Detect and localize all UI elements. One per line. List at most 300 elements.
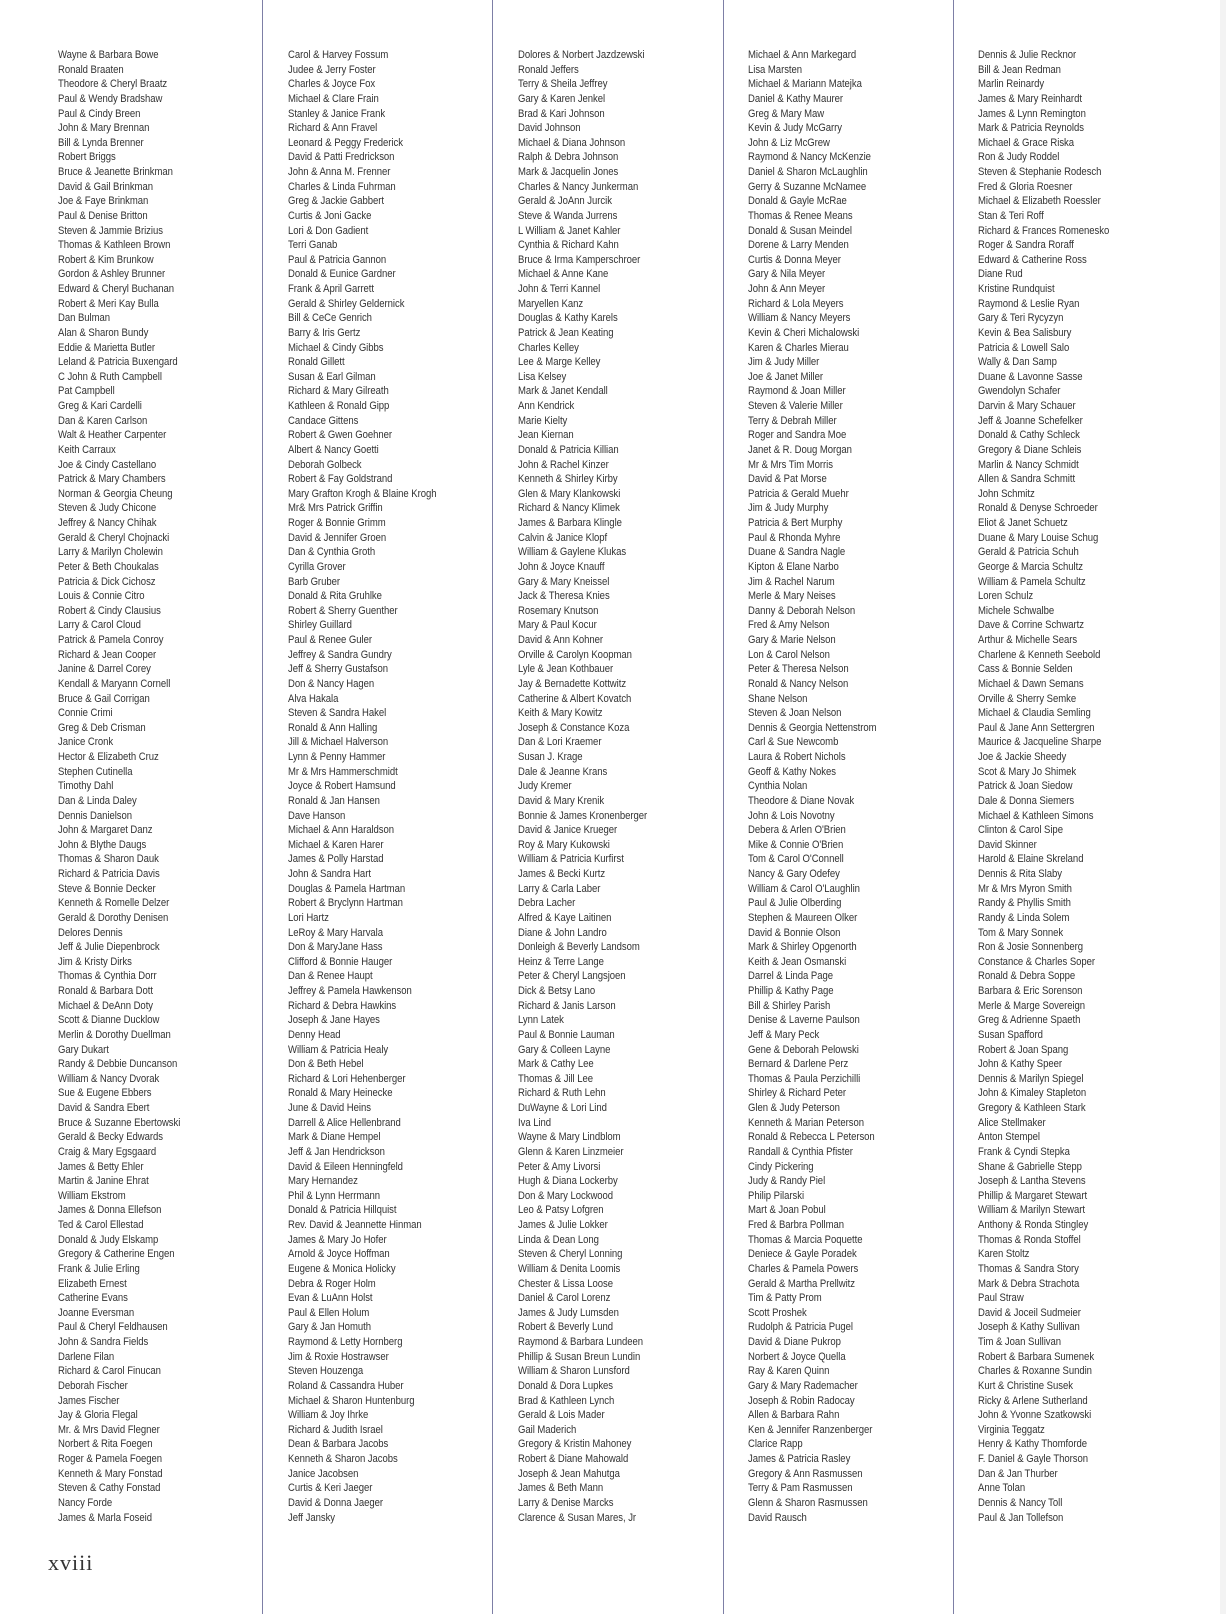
donor-name: John & Margaret Danz — [58, 824, 153, 837]
donor-name: Gail Maderich — [518, 1423, 577, 1436]
donor-name: Larry & Carol Cloud — [58, 619, 141, 632]
donor-name: Mark & Debra Strachota — [978, 1277, 1080, 1290]
donor-name: Ron & Josie Sonnenberg — [978, 941, 1084, 954]
donor-name: Craig & Mary Egsgaard — [58, 1145, 157, 1158]
donor-name: Patrick & Joan Siedow — [978, 780, 1073, 793]
donor-name: Thomas & Sandra Story — [978, 1262, 1079, 1275]
donor-name: Ronald & Denyse Schroeder — [978, 502, 1098, 515]
donor-name: Eugene & Monica Holicky — [288, 1262, 396, 1275]
donor-name: Peter & Amy Livorsi — [518, 1160, 601, 1173]
donor-name: Allen & Sandra Schmitt — [978, 473, 1076, 486]
donor-name: Richard & Ann Fravel — [288, 122, 378, 135]
donor-name: Joyce & Robert Hamsund — [288, 780, 396, 793]
donor-name: Ken & Jennifer Ranzenberger — [748, 1423, 873, 1436]
donor-name: David & Ann Kohner — [518, 634, 604, 646]
donor-name: Robert & Beverly Lund — [518, 1321, 613, 1334]
donor-name: Ronald & Jan Hansen — [288, 794, 380, 807]
donor-name: Gregory & Diane Schleis — [978, 443, 1082, 456]
donor-name: Patricia & Dick Cichosz — [58, 575, 156, 588]
donor-name: Richard & Frances Romenesko — [978, 224, 1110, 237]
donor-name: James & Julie Lokker — [518, 1219, 608, 1231]
donor-name: Kipton & Elane Narbo — [748, 560, 839, 573]
donor-name: Tim & Patty Prom — [748, 1292, 822, 1305]
donor-name: Kathleen & Ronald Gipp — [288, 400, 390, 412]
donor-name: Dan Bulman — [58, 312, 111, 325]
donor-name: Dan & Linda Daley — [58, 794, 137, 807]
donor-name: Anton Stempel — [978, 1131, 1040, 1144]
donor-name: Duane & Mary Louise Schug — [978, 531, 1099, 544]
donor-name: Don & Beth Hebel — [288, 1058, 364, 1071]
donor-name: Orville & Sherry Semke — [978, 692, 1077, 705]
donor-name: Robert & Barbara Sumenek — [978, 1350, 1095, 1363]
donor-name: Donald & Judy Elskamp — [58, 1233, 159, 1246]
donor-name: Ronald Braaten — [58, 63, 124, 76]
donor-name: Mark & Shirley Opgenorth — [748, 941, 857, 954]
donor-name: Jeffrey & Pamela Hawkenson — [288, 985, 412, 997]
donor-name: Charles & Joyce Fox — [288, 78, 376, 91]
donor-name: Michael & Clare Frain — [288, 92, 379, 105]
donor-name: Peter & Theresa Nelson — [748, 663, 849, 676]
donor-name: Debera & Arlen O'Brien — [748, 824, 846, 837]
donor-name: Mary Hernandez — [288, 1175, 358, 1188]
donor-name: James & Barbara Klingle — [518, 517, 622, 529]
donor-name: Arnold & Joyce Hoffman — [288, 1248, 390, 1261]
donor-name: Phillip & Kathy Page — [748, 985, 834, 997]
donor-name: Raymond & Leslie Ryan — [978, 297, 1080, 310]
donor-name: Michael & Anne Kane — [518, 268, 609, 281]
donor-name: Stephen Cutinella — [58, 765, 133, 778]
donor-name: Raymond & Joan Miller — [748, 385, 846, 398]
donor-name: Dan & Jan Thurber — [978, 1467, 1058, 1480]
donor-name: Debra & Roger Holm — [288, 1277, 376, 1290]
donor-name: Gerald & Patricia Schuh — [978, 546, 1079, 559]
donor-name: Leonard & Peggy Frederick — [288, 136, 403, 149]
donor-name: Theodore & Diane Novak — [748, 794, 855, 807]
name-column-5 — [978, 48, 1124, 1525]
donor-name: Robert & Gwen Goehner — [288, 429, 392, 442]
donor-name: Don & Mary Lockwood — [518, 1189, 614, 1202]
donor-name: Michael & Diana Johnson — [518, 136, 626, 149]
donor-name: Wayne & Mary Lindblom — [518, 1131, 621, 1144]
donor-name: Terry & Pam Rasmussen — [748, 1482, 853, 1495]
donor-name: Steven & Stephanie Rodesch — [978, 166, 1102, 178]
donor-name: Donald & Dora Lupkes — [518, 1379, 614, 1392]
donor-name: Chester & Lissa Loose — [518, 1277, 613, 1290]
donor-name: Michael & Claudia Semling — [978, 707, 1091, 720]
donor-name: Steven Houzenga — [288, 1365, 364, 1378]
donor-name: Phillip & Margaret Stewart — [978, 1189, 1088, 1202]
donor-name: James & Betty Ehler — [58, 1160, 144, 1173]
donor-name: Dorene & Larry Menden — [748, 239, 849, 252]
donor-name: Cindy Pickering — [748, 1160, 814, 1173]
donor-name: Mark & Janet Kendall — [518, 385, 608, 398]
donor-name: Darvin & Mary Schauer — [978, 400, 1076, 412]
donor-name: Robert & Cindy Clausius — [58, 604, 161, 617]
donor-name: Stanley & Janice Frank — [288, 107, 386, 120]
donor-name: Charles & Linda Fuhrman — [288, 180, 396, 193]
donor-name: Susan Spafford — [978, 1028, 1043, 1041]
donor-name: Donleigh & Beverly Landsom — [518, 941, 640, 954]
donor-name: Richard & Ruth Lehn — [518, 1087, 606, 1100]
donor-name: James & Becki Kurtz — [518, 868, 606, 880]
donor-name: Jean Kiernan — [518, 429, 574, 442]
donor-name: Patricia & Lowell Salo — [978, 341, 1070, 354]
donor-name: Lyle & Jean Kothbauer — [518, 663, 614, 676]
donor-name: Ann Kendrick — [518, 400, 575, 412]
donor-name: James Fischer — [58, 1394, 120, 1407]
donor-name: Bernard & Darlene Perz — [748, 1058, 849, 1071]
donor-name: Greg & Mary Maw — [748, 107, 825, 120]
donor-name: David & Eileen Henningfeld — [288, 1160, 403, 1173]
donor-name: Mr & Mrs Hammerschmidt — [288, 765, 398, 778]
donor-name: Anthony & Ronda Stingley — [978, 1219, 1089, 1231]
donor-name: Shirley Guillard — [288, 619, 352, 632]
donor-name: Greg & Adrienne Spaeth — [978, 1014, 1081, 1027]
donor-name: Edward & Catherine Ross — [978, 253, 1087, 266]
donor-name: Janine & Darrel Corey — [58, 663, 151, 676]
donor-name: Kevin & Judy McGarry — [748, 122, 842, 135]
donor-name: Richard & Debra Hawkins — [288, 999, 397, 1012]
donor-name: James & Patricia Rasley — [748, 1453, 851, 1465]
donor-name: Tim & Joan Sullivan — [978, 1336, 1062, 1348]
donor-name: Hugh & Diana Lockerby — [518, 1175, 618, 1188]
donor-name: Charles & Nancy Junkerman — [518, 180, 639, 193]
donor-name: Randall & Cynthia Pfister — [748, 1145, 853, 1158]
donor-name: Joseph & Jean Mahutga — [518, 1467, 620, 1480]
donor-name: Evan & LuAnn Holst — [288, 1292, 373, 1305]
donor-name: David & Diane Pukrop — [748, 1336, 841, 1348]
column-divider — [262, 0, 263, 1614]
donor-name: Jay & Bernadette Kottwitz — [518, 677, 627, 690]
donor-name: Tom & Mary Sonnek — [978, 926, 1064, 939]
donor-name: William & Patricia Kurfirst — [518, 853, 624, 866]
donor-name: Robert & Meri Kay Bulla — [58, 297, 159, 310]
donor-name: Lynn Latek — [518, 1014, 564, 1027]
donor-name: Lori Hartz — [288, 911, 329, 924]
donor-name: Ronald & Mary Heinecke — [288, 1087, 393, 1100]
donor-name: Alan & Sharon Bundy — [58, 326, 149, 339]
donor-name: LeRoy & Mary Harvala — [288, 926, 384, 939]
donor-name: Robert Briggs — [58, 151, 116, 164]
donor-name: Sue & Eugene Ebbers — [58, 1087, 152, 1100]
donor-name: Thomas & Ronda Stoffel — [978, 1233, 1081, 1246]
donor-name: James & Lynn Remington — [978, 107, 1086, 120]
donor-name: Janice Cronk — [58, 736, 114, 749]
donor-name: Kenneth & Shirley Kirby — [518, 473, 618, 486]
donor-name: Thomas & Cynthia Dorr — [58, 970, 157, 983]
donor-name: Richard & Nancy Klimek — [518, 502, 620, 515]
donor-name: Gregory & Catherine Engen — [58, 1248, 175, 1261]
donor-name: John & Lois Novotny — [748, 809, 835, 822]
donor-name: Ronald & Debra Soppe — [978, 970, 1076, 983]
donor-name: Paul & Rhonda Myhre — [748, 531, 841, 544]
donor-name: Merle & Mary Neises — [748, 590, 836, 603]
donor-name: William & Patricia Healy — [288, 1043, 389, 1056]
donor-name: David Rausch — [748, 1511, 807, 1524]
column-divider — [723, 0, 724, 1614]
donor-name: Deborah Fischer — [58, 1379, 128, 1392]
donor-name: Jim & Roxie Hostrawser — [288, 1350, 389, 1363]
donor-name: Michael & Ann Markegard — [748, 49, 857, 61]
donor-name: Jill & Michael Halverson — [288, 736, 389, 749]
donor-name: Dave & Corrine Schwartz — [978, 619, 1085, 632]
donor-name: Iva Lind — [518, 1116, 552, 1129]
donor-name: Alice Stellmaker — [978, 1116, 1046, 1129]
donor-name: Norbert & Joyce Quella — [748, 1350, 846, 1363]
donor-name: Mike & Connie O'Brien — [748, 838, 844, 851]
name-column-4 — [748, 48, 891, 1525]
donor-name: Lynn & Penny Hammer — [288, 751, 386, 763]
donor-name: Kenneth & Sharon Jacobs — [288, 1453, 398, 1465]
donor-name: Merle & Marge Sovereign — [978, 999, 1086, 1012]
donor-name: Gary Dukart — [58, 1043, 109, 1056]
name-column-1 — [58, 48, 194, 1525]
donor-name: Judee & Jerry Foster — [288, 63, 376, 76]
donor-name: Ronald Jeffers — [518, 63, 579, 76]
donor-name: Lee & Marge Kelley — [518, 356, 601, 369]
donor-name: John & Yvonne Szatkowski — [978, 1409, 1092, 1422]
donor-name: Mr & Mrs Myron Smith — [978, 882, 1072, 895]
donor-name: Ralph & Debra Johnson — [518, 151, 619, 164]
donor-name: David & Donna Jaeger — [288, 1496, 384, 1509]
donor-name: Thomas & Sharon Dauk — [58, 853, 159, 866]
donor-name: Virginia Teggatz — [978, 1423, 1045, 1436]
donor-name: Edward & Cheryl Buchanan — [58, 283, 175, 295]
donor-name: Gordon & Ashley Brunner — [58, 268, 166, 281]
donor-name: Terry & Debrah Miller — [748, 414, 837, 427]
donor-name: David & Gail Brinkman — [58, 180, 153, 193]
donor-name: Gene & Deborah Pelowski — [748, 1043, 859, 1056]
donor-name: James & Mary Jo Hofer — [288, 1233, 387, 1246]
donor-name: Paul & Ellen Holum — [288, 1306, 370, 1319]
donor-name: Darlene Filan — [58, 1350, 115, 1363]
donor-name: John & Sandra Hart — [288, 868, 371, 880]
donor-name: Shirley & Richard Peter — [748, 1087, 847, 1100]
donor-name: Steve & Bonnie Decker — [58, 882, 156, 895]
donor-name: Lisa Marsten — [748, 63, 803, 76]
donor-name: Paul & Jane Ann Settergren — [978, 721, 1095, 734]
donor-name: Douglas & Pamela Hartman — [288, 882, 406, 895]
donor-name: Richard & Patricia Davis — [58, 868, 160, 880]
donor-name: Mary Grafton Krogh & Blaine Krogh — [288, 487, 437, 500]
donor-name: Karen & Charles Mierau — [748, 341, 849, 354]
donor-name: Kenneth & Marian Peterson — [748, 1116, 865, 1129]
donor-name: Fred & Gloria Roesner — [978, 180, 1073, 193]
donor-name: Cynthia & Richard Kahn — [518, 239, 619, 252]
donor-name: Dolores & Norbert Jazdzewski — [518, 49, 645, 61]
donor-name: Dick & Betsy Lano — [518, 985, 596, 997]
donor-name: Bruce & Gail Corrigan — [58, 692, 150, 705]
donor-name: David & Jennifer Groen — [288, 531, 387, 544]
donor-name: Bill & Jean Redman — [978, 63, 1061, 76]
donor-name: Carol & Harvey Fossum — [288, 49, 389, 61]
donor-name: Philip Pilarski — [748, 1189, 805, 1202]
donor-name: Janet & R. Doug Morgan — [748, 443, 852, 456]
donor-name: James & Polly Harstad — [288, 853, 384, 866]
donor-name: Ronald & Rebecca L Peterson — [748, 1131, 875, 1144]
donor-name: Jim & Kristy Dirks — [58, 955, 132, 968]
donor-name: Bill & Shirley Parish — [748, 999, 831, 1012]
donor-name: Pat Campbell — [58, 385, 115, 398]
donor-name: L William & Janet Kahler — [518, 224, 621, 237]
donor-name: Michael & Cindy Gibbs — [288, 341, 384, 354]
donor-name: Gary & Mary Kneissel — [518, 575, 610, 588]
donor-name: Mary & Paul Kocur — [518, 619, 597, 632]
donor-name: William & Pamela Schultz — [978, 575, 1086, 588]
donor-name: Robert & Diane Mahowald — [518, 1453, 629, 1465]
donor-name: Greg & Jackie Gabbert — [288, 195, 385, 208]
donor-name: Raymond & Letty Hornberg — [288, 1336, 403, 1348]
donor-name: Nancy Forde — [58, 1496, 113, 1509]
donor-name: Paul & Cindy Breen — [58, 107, 141, 120]
donor-name: Rudolph & Patricia Pugel — [748, 1321, 853, 1334]
donor-name: Roland & Cassandra Huber — [288, 1379, 404, 1392]
donor-name: Kevin & Cheri Michalowski — [748, 326, 860, 339]
donor-name: Loren Schulz — [978, 590, 1034, 603]
donor-name: Bruce & Jeanette Brinkman — [58, 166, 173, 178]
donor-name: Denise & Laverne Paulson — [748, 1014, 860, 1027]
donor-name: Richard & Lori Hehenberger — [288, 1072, 406, 1085]
donor-name: Paul & Jan Tollefson — [978, 1511, 1064, 1524]
donor-name: Thomas & Marcia Poquette — [748, 1233, 863, 1246]
donor-name: Paul & Patricia Gannon — [288, 253, 387, 266]
donor-name: Phil & Lynn Herrmann — [288, 1189, 381, 1202]
donor-name: Steven & Cathy Fonstad — [58, 1482, 161, 1495]
donor-name: James & Marla Foseid — [58, 1511, 152, 1524]
donor-name: John & Anna M. Frenner — [288, 166, 391, 178]
donor-name: Gary & Karen Jenkel — [518, 92, 606, 105]
donor-name: Donald & Eunice Gardner — [288, 268, 396, 281]
donor-name: Larry & Marilyn Cholewin — [58, 546, 163, 559]
donor-name: John Schmitz — [978, 487, 1035, 500]
donor-name: Mark & Jacquelin Jones — [518, 166, 619, 178]
donor-name: George & Marcia Schultz — [978, 560, 1083, 573]
donor-name: Thomas & Jill Lee — [518, 1072, 594, 1085]
donor-name: Richard & Judith Israel — [288, 1423, 383, 1436]
donor-name: William & Marilyn Stewart — [978, 1204, 1085, 1217]
donor-name: Ted & Carol Ellestad — [58, 1219, 144, 1231]
donor-name: Laura & Robert Nichols — [748, 751, 846, 763]
donor-name: Phillip & Susan Breun Lundin — [518, 1350, 641, 1363]
donor-name: Paul Straw — [978, 1292, 1024, 1305]
donor-name: Robert & Sherry Guenther — [288, 604, 398, 617]
donor-name: Marie Kielty — [518, 414, 568, 427]
donor-name: Walt & Heather Carpenter — [58, 429, 167, 442]
donor-name: Janice Jacobsen — [288, 1467, 359, 1480]
donor-name: Wayne & Barbara Bowe — [58, 49, 159, 61]
donor-name: Gerald & Dorothy Denisen — [58, 911, 169, 924]
donor-name: Raymond & Barbara Lundeen — [518, 1336, 644, 1348]
donor-name: Greg & Deb Crisman — [58, 721, 146, 734]
donor-name: Jeff & Mary Peck — [748, 1028, 820, 1041]
donor-name: Barbara & Eric Sorenson — [978, 985, 1083, 997]
donor-name: Cass & Bonnie Selden — [978, 663, 1073, 676]
donor-name: Jeff Jansky — [288, 1511, 336, 1524]
donor-name: Brad & Kathleen Lynch — [518, 1394, 615, 1407]
donor-name: Joe & Janet Miller — [748, 370, 823, 383]
donor-name: Nancy & Gary Odefey — [748, 868, 840, 880]
donor-name: Ronald & Nancy Nelson — [748, 677, 849, 690]
donor-name: Dale & Jeanne Krans — [518, 765, 608, 778]
donor-name: Bruce & Suzanne Ebertowski — [58, 1116, 181, 1129]
donor-name: Jack & Theresa Knies — [518, 590, 610, 603]
donor-name: Raymond & Nancy McKenzie — [748, 151, 871, 164]
donor-name: James & Donna Ellefson — [58, 1204, 162, 1217]
donor-name: DuWayne & Lori Lind — [518, 1102, 607, 1114]
donor-name: James & Judy Lumsden — [518, 1306, 619, 1319]
donor-name: Joe & Jackie Sheedy — [978, 751, 1067, 763]
donor-name: Gary & Marie Nelson — [748, 634, 836, 646]
donor-name: F. Daniel & Gayle Thorson — [978, 1453, 1088, 1465]
donor-name: Martin & Janine Ehrat — [58, 1175, 149, 1188]
donor-name: Shane Nelson — [748, 692, 808, 705]
donor-name: David & Joceil Sudmeier — [978, 1306, 1081, 1319]
donor-name: Gary & Jan Homuth — [288, 1321, 371, 1334]
donor-name: John & Rachel Kinzer — [518, 458, 609, 471]
donor-name: Tom & Carol O'Connell — [748, 853, 844, 866]
donor-name: William & Gaylene Klukas — [518, 546, 627, 559]
donor-name: David Johnson — [518, 122, 581, 135]
donor-name: Donald & Rita Gruhlke — [288, 590, 382, 603]
donor-name: Dennis & Julie Recknor — [978, 49, 1077, 61]
donor-name: Gary & Colleen Layne — [518, 1043, 611, 1056]
donor-name: Karen Stoltz — [978, 1248, 1030, 1261]
column-divider — [953, 0, 954, 1614]
donor-name: David & Sandra Ebert — [58, 1102, 150, 1114]
donor-name: Deborah Golbeck — [288, 458, 362, 471]
donor-name: Paul & Bonnie Lauman — [518, 1028, 615, 1041]
donor-name: June & David Heins — [288, 1102, 371, 1114]
donor-name: Rev. David & Jeannette Hinman — [288, 1219, 422, 1231]
donor-name: James & Mary Reinhardt — [978, 92, 1082, 105]
donor-name: Joanne Eversman — [58, 1306, 135, 1319]
donor-name: Charlene & Kenneth Seebold — [978, 648, 1101, 661]
donor-name: Connie Crimi — [58, 707, 113, 720]
donor-name: Maurice & Jacqueline Sharpe — [978, 736, 1102, 749]
donor-name: Keith & Mary Kowitz — [518, 707, 603, 720]
donor-name: Theodore & Cheryl Braatz — [58, 78, 168, 91]
donor-name: Randy & Phyllis Smith — [978, 897, 1071, 910]
donor-name: Jeffrey & Nancy Chihak — [58, 517, 157, 529]
donor-name: Heinz & Terre Lange — [518, 955, 604, 968]
donor-name: William & Nancy Meyers — [748, 312, 851, 325]
donor-name: David & Pat Morse — [748, 473, 827, 486]
donor-name: Dan & Karen Carlson — [58, 414, 148, 427]
donor-name: Alva Hakala — [288, 692, 339, 705]
donor-name: David & Mary Krenik — [518, 794, 605, 807]
donor-name: Joseph & Constance Koza — [518, 721, 630, 734]
donor-name: Leo & Patsy Lofgren — [518, 1204, 604, 1217]
donor-name: Paul & Renee Guler — [288, 634, 372, 646]
donor-name: Denny Head — [288, 1028, 341, 1041]
donor-name: Peter & Cheryl Langsjoen — [518, 970, 626, 983]
donor-name: Michael & DeAnn Doty — [58, 999, 154, 1012]
donor-name: Bruce & Irma Kamperschroer — [518, 253, 641, 266]
donor-name: Donald & Patricia Hillquist — [288, 1204, 397, 1217]
name-column-3 — [518, 48, 662, 1525]
donor-name: Paul & Cheryl Feldhausen — [58, 1321, 168, 1334]
donor-name: Gerald & Shirley Geldernick — [288, 297, 405, 310]
donor-name: Clinton & Carol Sipe — [978, 824, 1063, 837]
donor-name: Ron & Judy Roddel — [978, 151, 1060, 164]
donor-name: Glenn & Sharon Rasmussen — [748, 1496, 868, 1509]
donor-name: Kristine Rundquist — [978, 283, 1055, 295]
donor-name: Keith Carraux — [58, 443, 116, 456]
donor-name: Glen & Judy Peterson — [748, 1102, 840, 1114]
donor-name: John & Liz McGrew — [748, 136, 830, 149]
donor-name: Eddie & Marietta Butler — [58, 341, 156, 354]
donor-name: Rosemary Knutson — [518, 604, 599, 617]
